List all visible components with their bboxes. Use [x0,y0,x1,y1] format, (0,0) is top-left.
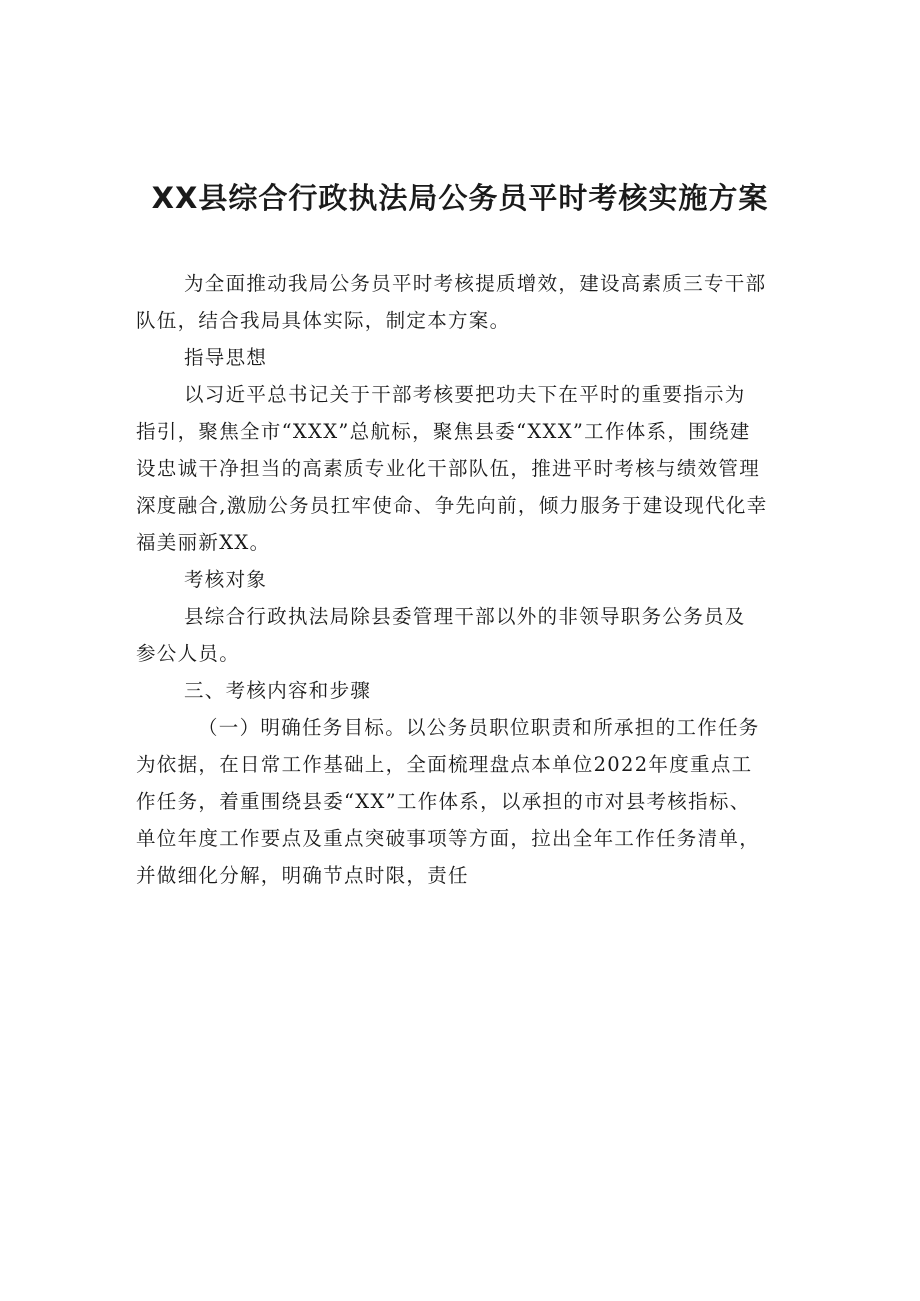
section-heading-guiding-thought [136,339,786,376]
assessment-targets-paragraph [136,598,786,672]
text-line: 并做细化分解，明确节点时限，责任 [136,864,469,887]
text-line: 深度融合,激励公务员扛牢使命、争先向前，倾力服务于建设现代化幸 [136,494,768,517]
text-line: 以习近平总书记关于干部考核要把功夫下在平时的重要指示为 [184,383,746,406]
task-goals-paragraph [136,709,786,894]
text-line: （一）明确任务目标。以公务员职位职责和所承担的工作任务 [198,716,760,739]
text-line: 为依据，在日常工作基础上，全面梳理盘点本单位2022年度重点工 [136,753,753,776]
document-body [136,265,786,894]
text-line: 指导思想 [184,346,268,369]
text-line: 三、考核内容和步骤 [184,679,372,702]
section-heading-assessment-targets [136,561,786,598]
text-line: 指引，聚焦全市“XXX”总航标，聚焦县委“XXX”工作体系，围绕建 [136,420,751,443]
text-line: 县综合行政执法局除县委管理干部以外的非领导职务公务员及 [184,605,746,628]
section-heading-content-and-steps [136,672,786,709]
document-title: XX县综合行政执法局公务员平时考核实施方案 [151,181,769,215]
text-line: 考核对象 [184,568,268,591]
text-line: 单位年度工作要点及重点突破事项等方面，拉出全年工作任务清单， [136,827,761,850]
text-line: 参公人员。 [136,642,241,665]
guiding-thought-paragraph [136,376,786,561]
text-line: 福美丽新XX。 [136,531,271,554]
text-line: 作任务，着重围绕县委“XX”工作体系，以承担的市对县考核指标、 [136,790,751,813]
text-line: 队伍，结合我局具体实际，制定本方案。 [136,309,511,332]
text-line: 为全面推动我局公务员平时考核提质增效，建设高素质三专干部 [184,272,767,295]
text-line: 设忠诚干净担当的高素质专业化干部队伍，推进平时考核与绩效管理 [136,457,761,480]
intro-paragraph [136,265,786,339]
